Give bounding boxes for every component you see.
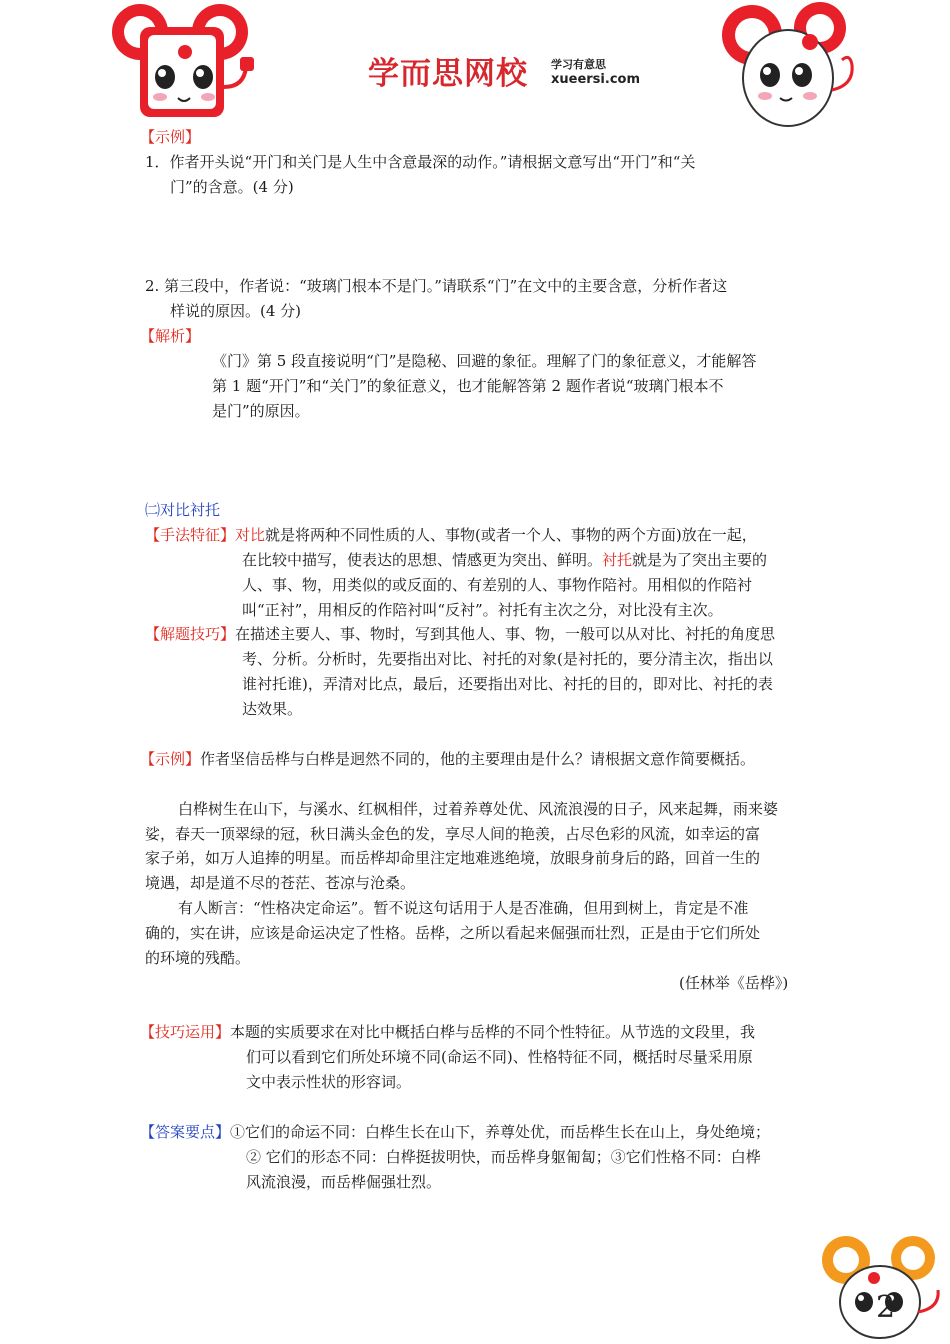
mascot-left-icon: [100, 2, 270, 132]
analysis-line-3: 是门”的原因。: [212, 402, 310, 420]
passage-source: (任林举《岳桦》): [679, 974, 789, 992]
passage-2-line-1: 有人断言：“性格决定命运”。暂不说这句话用于人是否准确，但用到树上，肯定是不准: [178, 899, 749, 917]
skill-line-3: 文中表示性状的形容词。: [246, 1073, 412, 1091]
feature-line-2-text: 在比较中描写，使表达的思想、情感更为突出、鲜明。: [242, 551, 603, 569]
section-heading: ㈡对比衬托: [145, 501, 221, 519]
brand-logo[interactable]: [368, 48, 648, 93]
feature-line-1: [145, 523, 757, 548]
example-tag: 【示例】: [140, 128, 201, 146]
passage-1-line-3: 家子弟，如万人追捧的明星。而岳桦却命里注定地难逃绝境，放眼身前身后的路，回首一生的: [145, 849, 761, 867]
skill-line-1: [140, 1020, 755, 1045]
tips-line-3: 谁衬托谁)，弄清对比点，最后，还要指出对比、衬托的目的，即对比、衬托的表: [242, 675, 773, 693]
keyword-contrast: 对比: [235, 526, 266, 544]
feature-line-1-text: 就是将两种不同性质的人、事物(或者一个人、事物的两个方面)放在一起，: [265, 526, 757, 544]
tips-line-2: 考、分析。分析时，先要指出对比、衬托的对象(是衬托的，要分清主次，指出以: [242, 650, 773, 668]
answer-line-1-text: ①它们的命运不同：白桦生长在山下，养尊处优，而岳桦生长在山上，身处绝境；: [230, 1123, 771, 1141]
passage-2-line-3: 的环境的残酷。: [145, 949, 251, 967]
tips-tag: 【解题技巧】: [145, 625, 236, 643]
question-1-line-1: 1．作者开头说“开门和关门是人生中含意最深的动作。”请根据文意写出“开门”和“关: [145, 153, 696, 171]
passage-2-line-2: 确的，实在讲，应该是命运决定了性格。岳桦，之所以看起来倔强而壮烈，正是由于它们所处: [145, 924, 761, 942]
example-tag-2: 【示例】: [140, 750, 201, 768]
analysis-line-1: 《门》第 5 段直接说明“门”是隐秘、回避的象征。理解了门的象征意义，才能解答: [212, 352, 757, 370]
question-2-line-2: 样说的原因。(4 分): [170, 302, 302, 320]
answer-line-1: [140, 1120, 770, 1145]
feature-line-3: 人、事、物，用类似的或反面的、有差别的人、事物作陪衬。用相似的作陪衬: [242, 576, 753, 594]
brand-name: 学而思网校: [368, 56, 528, 92]
example-question: [140, 747, 755, 772]
brand-url: xueersi.com: [551, 72, 641, 87]
tips-line-4: 达效果。: [242, 700, 303, 718]
answer-tag: 【答案要点】: [140, 1123, 231, 1141]
brand-slogan: 学习有意思: [551, 58, 606, 71]
feature-line-4: 叫“正衬”，用相反的作陪衬叫“反衬”。衬托有主次之分，对比没有主次。: [242, 601, 723, 619]
passage-1-line-4: 境遇，却是道不尽的苍茫、苍凉与沧桑。: [145, 874, 416, 892]
feature-line-2-rest: 就是为了突出主要的: [632, 551, 768, 569]
answer-line-3: 风流浪漫，而岳桦倔强壮烈。: [246, 1173, 442, 1191]
analysis-line-2: 第 1 题“开门”和“关门”的象征意义，也才能解答第 2 题作者说“玻璃门根本不: [212, 377, 724, 395]
keyword-foil: 衬托: [602, 551, 633, 569]
skill-tag: 【技巧运用】: [140, 1023, 231, 1041]
page-number: 2: [876, 1290, 896, 1325]
feature-tag: 【手法特征】: [145, 526, 236, 544]
tips-line-1-text: 在描述主要人、事、物时，写到其他人、事、物，一般可以从对比、衬托的角度思: [235, 625, 776, 643]
tips-line-1: [145, 622, 775, 647]
analysis-tag: 【解析】: [140, 327, 201, 345]
example-question-text: 作者坚信岳桦与白桦是迥然不同的，他的主要理由是什么？请根据文意作简要概括。: [200, 750, 756, 768]
question-1-line-2: 门”的含意。(4 分): [170, 178, 294, 196]
skill-line-2: 们可以看到它们所处环境不同(命运不同)、性格特征不同，概括时尽量采用原: [246, 1048, 753, 1066]
passage-1-line-1: 白桦树生在山下，与溪水、红枫相伴，过着养尊处优、风流浪漫的日子，风来起舞，雨来婆: [178, 800, 779, 818]
skill-line-1-text: 本题的实质要求在对比中概括白桦与岳桦的不同个性特征。从节选的文段里，我: [230, 1023, 756, 1041]
question-2-line-1: 2. 第三段中，作者说：“玻璃门根本不是门。”请联系“门”在文中的主要含意，分析作者这: [145, 277, 728, 295]
feature-line-2: [242, 548, 767, 573]
passage-1-line-2: 娑，春天一顶翠绿的冠，秋日满头金色的发，享尽人间的艳羡，占尽色彩的风流，如幸运的富: [145, 825, 761, 843]
answer-line-2: ② 它们的形态不同：白桦挺拔明快，而岳桦身躯匍匐；③它们性格不同：白桦: [246, 1148, 761, 1166]
mascot-right-icon: [710, 0, 870, 130]
